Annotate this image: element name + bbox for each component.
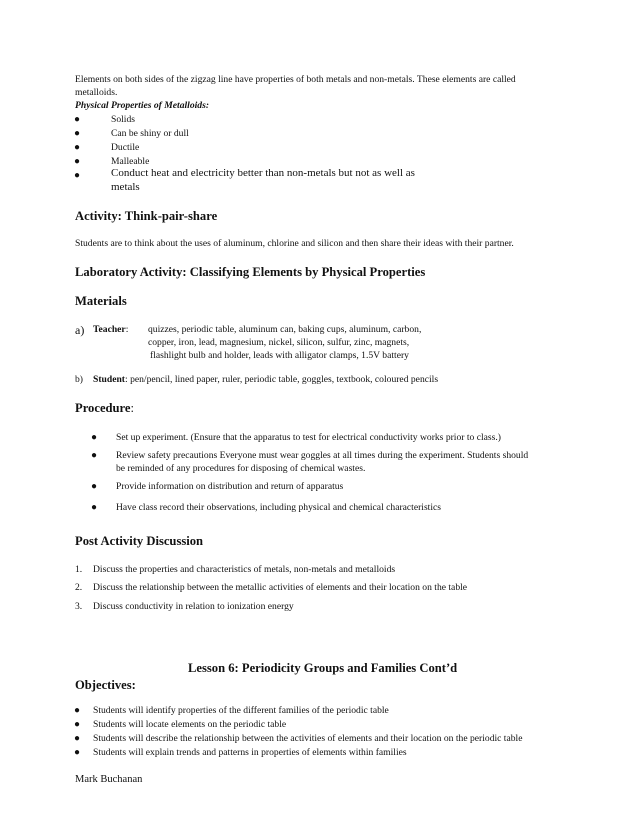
intro-line-1: Elements on both sides of the zigzag line have properties of both metals and non-metals. These elements are called — [75, 74, 516, 85]
metalloid-properties-heading: Physical Properties of Metalloids: — [75, 100, 210, 111]
discussion-item: Discuss the relationship between the metallic activities of elements and their location on the table — [93, 582, 468, 593]
objective-item: Students will identify properties of the different families of the periodic table — [93, 705, 389, 716]
discussion-item: Discuss the properties and characteristics of metals, non-metals and metalloids — [93, 564, 396, 575]
procedure-item: Have class record their observations, including physical and chemical characteristics — [116, 502, 441, 513]
bullet-icon: ● — [91, 502, 98, 513]
teacher-materials-line-2: copper, iron, lead, magnesium, nickel, silicon, sulfur, zinc, magnets, — [148, 337, 410, 348]
student-marker: b) — [75, 374, 83, 385]
procedure-item: Set up experiment. (Ensure that the apparatus to test for electrical conductivity works prior to class.) — [116, 432, 501, 443]
bullet-icon: ● — [74, 142, 81, 153]
objectives-heading: Objectives: — [75, 678, 136, 692]
footer-author: Mark Buchanan — [75, 774, 143, 785]
activity-text: Students are to think about the uses of aluminum, chlorine and silicon and then share their ideas with their partner. — [75, 238, 514, 249]
student-materials — [93, 374, 438, 387]
property-item: Ductile — [111, 142, 140, 153]
discussion-item: Discuss conductivity in relation to ionization energy — [93, 601, 294, 612]
discussion-number: 3. — [75, 601, 83, 612]
procedure-item-line-2: be reminded of any procedures for disposing of chemical wastes. — [116, 463, 366, 474]
procedure-heading-text: Procedure — [75, 401, 131, 415]
objective-item: Students will explain trends and patterns in properties of elements within families — [93, 747, 407, 758]
teacher-colon: : — [125, 324, 129, 335]
bullet-icon: ● — [74, 705, 81, 716]
materials-heading: Materials — [75, 294, 127, 308]
student-text: : pen/pencil, lined paper, ruler, periodic table, goggles, textbook, coloured pencils — [125, 374, 439, 385]
bullet-icon: ● — [74, 719, 81, 730]
procedure-item-line-1: Review safety precautions Everyone must wear goggles at all times during the experiment. Students should — [116, 450, 529, 461]
bullet-icon: ● — [74, 170, 81, 181]
discussion-number: 2. — [75, 582, 83, 593]
bullet-icon: ● — [74, 747, 81, 758]
lab-heading: Laboratory Activity: Classifying Elements by Physical Properties — [75, 265, 426, 279]
bullet-icon: ● — [91, 450, 98, 461]
procedure-colon: : — [130, 401, 134, 415]
property-item-conduct-line-2: metals — [111, 181, 140, 193]
student-label: Student — [93, 374, 125, 385]
teacher-materials-line-1: quizzes, periodic table, aluminum can, baking cups, aluminum, carbon, — [148, 324, 422, 335]
objective-item: Students will locate elements on the periodic table — [93, 719, 287, 730]
property-item: Solids — [111, 114, 135, 125]
objective-item: Students will describe the relationship between the activities of elements and their location on the periodic table — [93, 733, 523, 744]
bullet-icon: ● — [74, 128, 81, 139]
teacher-label-wrap — [93, 324, 128, 337]
teacher-label: Teacher — [93, 324, 126, 335]
procedure-heading — [75, 401, 134, 416]
bullet-icon: ● — [91, 432, 98, 443]
post-activity-heading: Post Activity Discussion — [75, 534, 204, 548]
discussion-number: 1. — [75, 564, 83, 575]
bullet-icon: ● — [74, 733, 81, 744]
bullet-icon: ● — [91, 481, 98, 492]
property-item: Can be shiny or dull — [111, 128, 189, 139]
lesson-title: Lesson 6: Periodicity Groups and Families Cont’d — [188, 661, 458, 675]
teacher-materials-line-3: flashlight bulb and holder, leads with alligator clamps, 1.5V battery — [150, 350, 409, 361]
property-item: Malleable — [111, 156, 150, 167]
bullet-icon: ● — [74, 156, 81, 167]
bullet-icon: ● — [74, 114, 81, 125]
intro-line-2: metalloids. — [75, 87, 118, 98]
property-item-conduct-line-1: Conduct heat and electricity better than non-metals but not as well as — [111, 167, 415, 179]
procedure-item: Provide information on distribution and return of apparatus — [116, 481, 344, 492]
activity-heading: Activity: Think-pair-share — [75, 209, 218, 223]
teacher-marker: a) — [75, 323, 85, 337]
